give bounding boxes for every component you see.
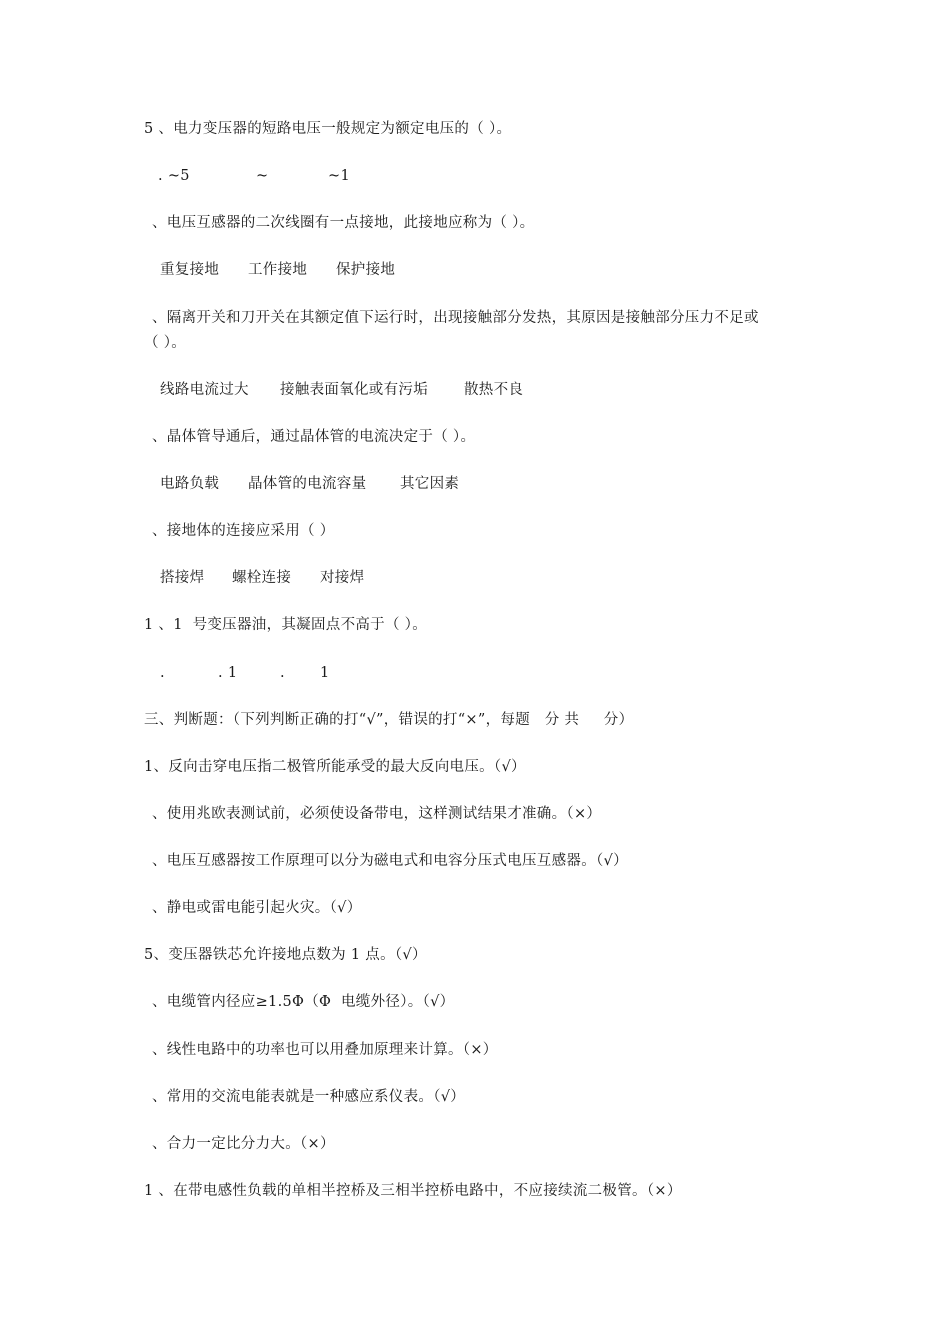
q10-option-b: . 1 xyxy=(218,665,238,681)
judgment-7: 、线性电路中的功率也可以用叠加原理来计算。（×） xyxy=(152,1042,498,1058)
q5-option-a: . ~5 xyxy=(158,168,190,184)
question-10: 1 、1 号变压器油，其凝固点不高于（ ）。 xyxy=(144,617,428,633)
judgment-1: 1、反向击穿电压指二极管所能承受的最大反向电压。（√） xyxy=(144,759,526,775)
q6-option-b: 工作接地 xyxy=(248,262,308,278)
q9-option-b: 螺栓连接 xyxy=(232,570,292,586)
q5-option-b: ~ xyxy=(256,168,269,184)
q7-option-c: 散热不良 xyxy=(464,382,524,398)
judgment-8: 、常用的交流电能表就是一种感应系仪表。（√） xyxy=(152,1089,466,1105)
q10-option-c: . xyxy=(280,665,285,681)
q6-option-a: 重复接地 xyxy=(160,262,220,278)
q10-option-a: . xyxy=(160,665,165,681)
question-6: 、电压互感器的二次线圈有一点接地，此接地应称为（ ）。 xyxy=(152,215,535,231)
q9-option-a: 搭接焊 xyxy=(160,570,205,586)
section-3-heading: 三、判断题：（下列判断正确的打“√”，错误的打“×”，每题 分 共 分） xyxy=(144,712,634,728)
judgment-10: 1 、在带电感性负载的单相半控桥及三相半控桥电路中，不应接续流二极管。（×） xyxy=(144,1183,682,1199)
q8-option-b: 晶体管的电流容量 xyxy=(248,476,367,492)
q7-option-b: 接触表面氧化或有污垢 xyxy=(280,382,428,398)
q8-option-c: 其它因素 xyxy=(400,476,460,492)
q6-option-c: 保护接地 xyxy=(336,262,396,278)
judgment-6: 、电缆管内径应≥1.5Φ（Φ 电缆外径）。（√） xyxy=(152,994,455,1010)
q7-option-a: 线路电流过大 xyxy=(160,382,249,398)
question-9: 、接地体的连接应采用（ ） xyxy=(152,523,335,539)
judgment-4: 、静电或雷电能引起火灾。（√） xyxy=(152,900,362,916)
question-7-line1: 、隔离开关和刀开关在其额定值下运行时，出现接触部分发热，其原因是接触部分压力不足或 xyxy=(152,310,759,326)
question-7-line2: （ ）。 xyxy=(144,335,187,351)
judgment-9: 、合力一定比分力大。（×） xyxy=(152,1136,335,1152)
question-8: 、晶体管导通后，通过晶体管的电流决定于（ ）。 xyxy=(152,429,476,445)
question-5: 5 、电力变压器的短路电压一般规定为额定电压的（ ）。 xyxy=(144,121,512,137)
q8-option-a: 电路负载 xyxy=(160,476,220,492)
q10-option-d: 1 xyxy=(320,665,330,681)
judgment-5: 5、变压器铁芯允许接地点数为 1 点。（√） xyxy=(144,947,427,963)
judgment-2: 、使用兆欧表测试前，必须使设备带电，这样测试结果才准确。（×） xyxy=(152,806,602,822)
judgment-3: 、电压互感器按工作原理可以分为磁电式和电容分压式电压互感器。（√） xyxy=(152,853,628,869)
q5-option-c: ~1 xyxy=(328,168,350,184)
q9-option-c: 对接焊 xyxy=(320,570,365,586)
